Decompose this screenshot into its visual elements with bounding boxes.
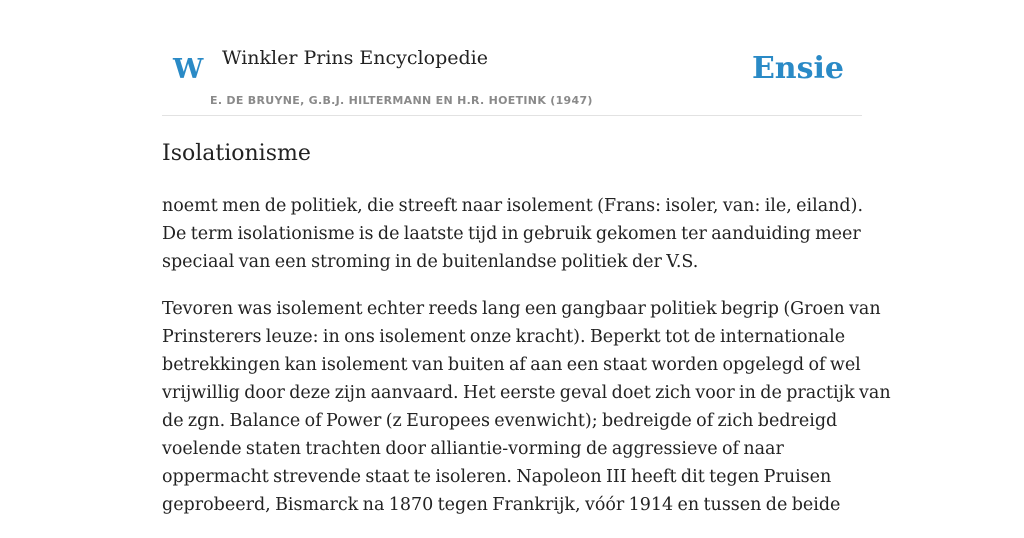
publication-title[interactable]: Winkler Prins Encyclopedie <box>222 47 488 69</box>
text-line: oppermacht strevende staat te isoleren. Napoleon III heeft dit tegen Pruisen <box>162 467 832 487</box>
text-line: speciaal van een stroming in de buitenlandse politiek der V.S. <box>162 252 699 272</box>
article-headword: Isolationisme <box>162 141 311 166</box>
article-body <box>162 192 891 538</box>
text-line: de zgn. Balance of Power (z Europees evenwicht); bedreigde of zich bedreigd <box>162 411 838 431</box>
ensie-logo[interactable]: Ensie <box>751 51 844 86</box>
text-line: Prinsterers leuze: in ons isolement onze kracht). Beperkt tot de internationale <box>162 327 846 347</box>
text-line: voelende staten trachten door alliantie-vorming de aggressieve of naar <box>162 439 784 459</box>
article-paragraph <box>162 295 891 519</box>
text-line: De term isolationisme is de laatste tijd in gebruik gekomen ter aanduiding meer <box>162 224 861 244</box>
header-divider <box>162 115 862 116</box>
text-line: Tevoren was isolement echter reeds lang een gangbaar politiek begrip (Groen van <box>162 299 881 319</box>
text-line: vrijwillig door deze zijn aanvaard. Het eerste geval doet zich voor in de practijk van <box>162 383 891 403</box>
text-line: betrekkingen kan isolement van buiten af aan een staat worden opgelegd of wel <box>162 355 861 375</box>
publication-authors: E. DE BRUYNE, G.B.J. HILTERMANN EN H.R. HOETINK (1947) <box>210 94 593 107</box>
winkler-prins-logo[interactable]: W <box>173 54 204 85</box>
text-line: geprobeerd, Bismarck na 1870 tegen Frankrijk, vóór 1914 en tussen de beide <box>162 495 841 515</box>
text-line: noemt men de politiek, die streeft naar isolement (Frans: isoler, van: ile, eiland). <box>162 196 864 216</box>
article-paragraph <box>162 192 862 276</box>
